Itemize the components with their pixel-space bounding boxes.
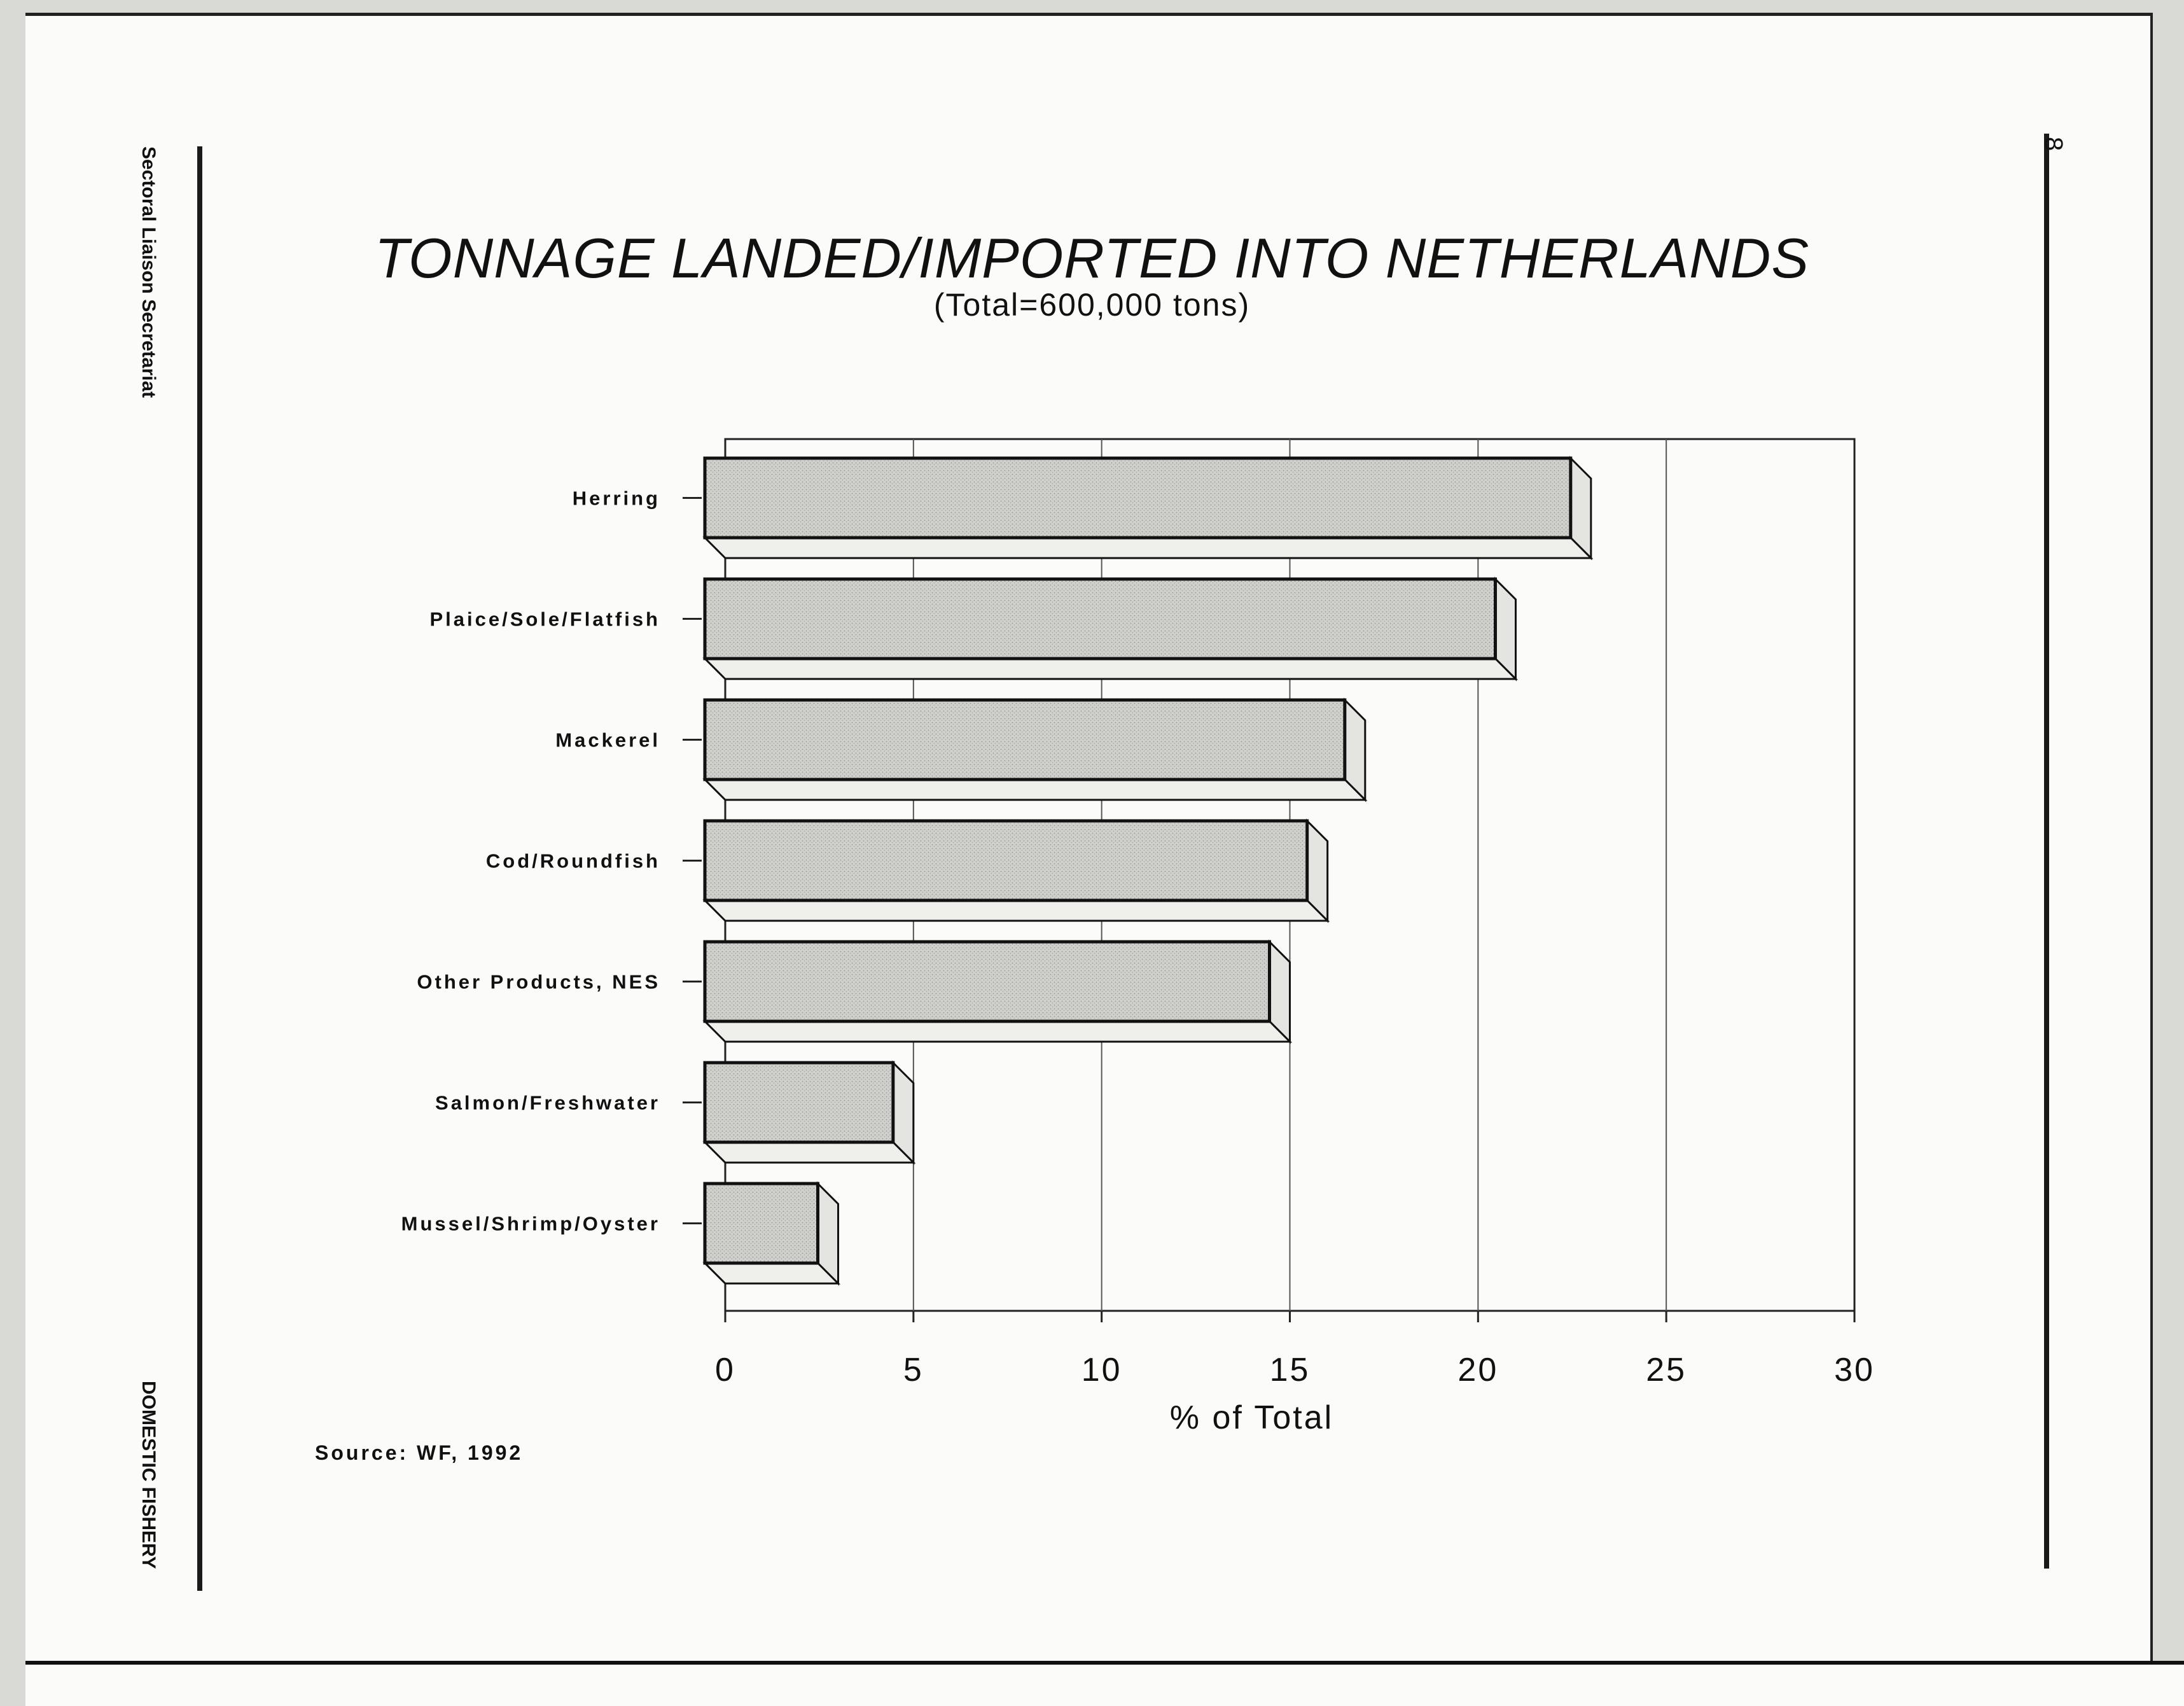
x-tick-label-15: 15 (1269, 1352, 1311, 1388)
bar-plaice-sole-flatfish (705, 579, 1496, 659)
x-tick-label-20: 20 (1457, 1352, 1499, 1388)
x-axis-title: % of Total (1169, 1399, 1334, 1436)
x-tick-label-30: 30 (1834, 1352, 1875, 1388)
side-label-top: Sectoral Liaison Secretariat (138, 146, 159, 398)
bar-mussel-shrimp-oyster (705, 1184, 818, 1263)
page-number: 8 (2040, 137, 2068, 151)
chart-subtitle: (Total=600,000 tons) (933, 287, 1251, 323)
side-label-bottom: DOMESTIC FISHERY (138, 1381, 159, 1569)
bar-herring (705, 458, 1571, 538)
x-tick-label-10: 10 (1081, 1352, 1122, 1388)
category-label-mussel-shrimp-oyster: Mussel/Shrimp/Oyster (401, 1212, 660, 1235)
bar-bottom-mussel-shrimp-oyster (705, 1263, 838, 1283)
bar-bottom-herring (705, 538, 1591, 558)
bar-bottom-cod-roundfish (705, 900, 1328, 921)
category-label-plaice-sole-flatfish: Plaice/Sole/Flatfish (429, 608, 660, 631)
bar-mackerel (705, 700, 1345, 780)
x-tick-label-0: 0 (715, 1352, 735, 1388)
source-note: Source: WF, 1992 (315, 1441, 524, 1464)
bar-bottom-salmon-freshwater (705, 1142, 914, 1163)
chart-title: TONNAGE LANDED/IMPORTED INTO NETHERLANDS (374, 227, 1810, 290)
category-label-mackerel: Mackerel (555, 729, 660, 752)
bar-cod-roundfish (705, 821, 1307, 900)
category-label-salmon-freshwater: Salmon/Freshwater (435, 1091, 660, 1114)
category-label-herring: Herring (572, 487, 660, 510)
category-label-cod-roundfish: Cod/Roundfish (485, 850, 660, 872)
category-label-other-products-nes: Other Products, NES (417, 970, 660, 993)
bar-other-products-nes (705, 942, 1270, 1021)
bar-bottom-other-products-nes (705, 1021, 1290, 1042)
x-tick-label-5: 5 (903, 1352, 924, 1388)
bar-bottom-mackerel (705, 780, 1365, 800)
bar-bottom-plaice-sole-flatfish (705, 659, 1516, 679)
bar-salmon-freshwater (705, 1063, 893, 1142)
x-tick-label-25: 25 (1646, 1352, 1687, 1388)
